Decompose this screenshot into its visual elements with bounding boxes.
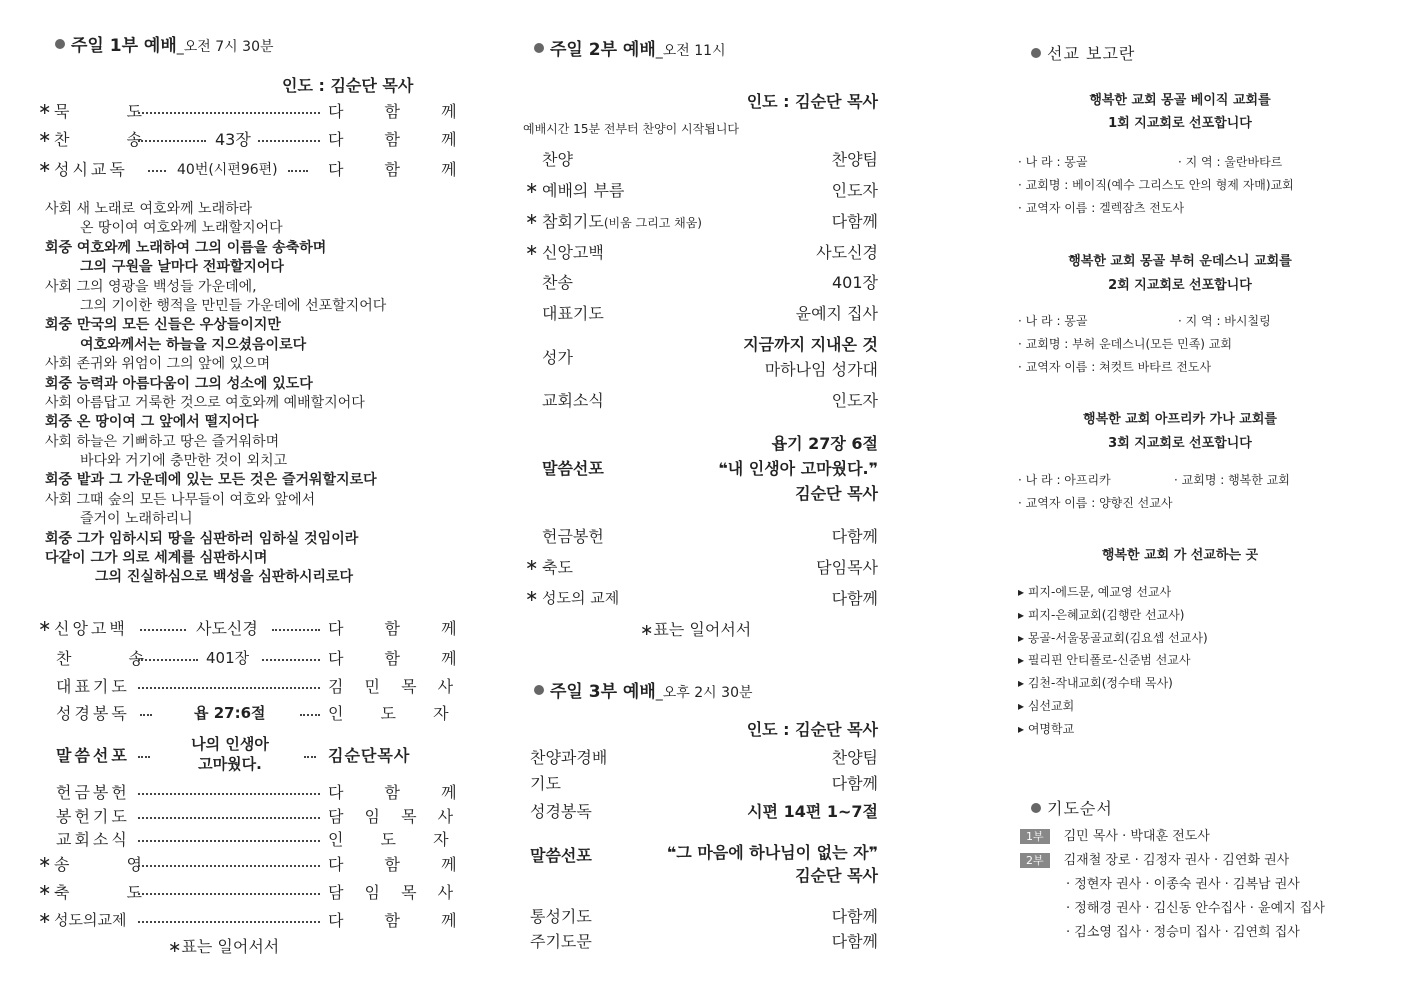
row-label: 찬 송 xyxy=(54,130,168,149)
mission-head: 2회 지교회로 선포합니다 xyxy=(1108,278,1252,293)
row-right: 다함께 xyxy=(831,527,878,546)
mission-head: 1회 지교회로 선포합니다 xyxy=(1108,116,1252,131)
service-tag: 1부 xyxy=(1020,829,1050,844)
bullet-icon xyxy=(55,39,65,49)
litany-line: 회중 그가 임하시되 땅을 심판하러 임하실 것임이라 xyxy=(45,530,359,547)
anthem-title: 지금까지 지내온 것 xyxy=(743,335,878,354)
col2-title: 주일 2부 예배_오전 11시 xyxy=(534,35,726,60)
row-mark: ∗ xyxy=(525,586,539,605)
mission-head: 행복한 교회 몽골 베이직 교회를 xyxy=(1089,93,1271,108)
support-item: ▸ 몽골-서울몽골교회(김요셉 선교사) xyxy=(1018,630,1208,645)
third-leader: 인도 : 김순단 목사 xyxy=(746,720,878,739)
row-mark: ∗ xyxy=(525,178,539,197)
row-label: 성시교독 xyxy=(54,160,128,179)
litany-line: 온 땅이여 여호와께 노래할지어다 xyxy=(80,220,283,237)
prayer-row xyxy=(1020,849,1289,868)
row-mark: ∗ xyxy=(38,880,52,899)
mission-title: 선교 보고란 xyxy=(1031,41,1135,64)
mission-line: · 나 라 : 아프리카 xyxy=(1018,473,1111,487)
row-mark: ∗ xyxy=(38,616,52,635)
support-item: ▸ 피지-은혜교회(김행란 선교사) xyxy=(1018,607,1185,622)
litany-line: 사회 그때 숲의 모든 나무들이 여호와 앞에서 xyxy=(45,491,316,508)
litany-line: 여호와께서는 하늘을 지으셨음이로다 xyxy=(80,336,307,353)
litany-line: 사회 하늘은 기뻐하고 땅은 즐거워하며 xyxy=(45,433,280,450)
row-mark: ∗ xyxy=(525,555,539,574)
row-right: 찬양팀 xyxy=(831,748,878,767)
mission-line: · 나 라 : 몽골 xyxy=(1018,155,1088,169)
support-item: ▸ 여명학교 xyxy=(1018,721,1075,736)
row-label: 봉헌기도 xyxy=(56,807,130,826)
bullet-icon xyxy=(1031,48,1041,58)
row-label: 성도의 교제 xyxy=(542,589,620,607)
support-item: ▸ 필리핀 안티폴로-신준범 선교사 xyxy=(1018,653,1191,668)
support-item: ▸ 피지-에드문, 예교영 선교사 xyxy=(1018,585,1172,599)
row-right: 찬양팀 xyxy=(831,150,878,169)
bullet-icon xyxy=(534,685,544,695)
col1-title: 주일 1부 예배_오전 7시 30분 xyxy=(55,31,274,56)
row-mid: 욥 27:6절 xyxy=(194,704,266,722)
anthem-label: 성가 xyxy=(542,348,573,367)
row-label: 찬양 xyxy=(542,150,573,169)
litany-line: 회중 만국의 모든 신들은 우상들이지만 xyxy=(45,317,281,334)
row-label: 성도의교제 xyxy=(54,911,127,929)
prayer-row xyxy=(1066,921,1300,940)
row-mid: 43장 xyxy=(215,130,251,149)
mission-line: · 교회명 : 베이직(예수 그리스도 안의 형제 자매)교회 xyxy=(1018,178,1294,192)
row-right: 다 함 께 xyxy=(328,619,475,638)
row-right: 401장 xyxy=(832,273,878,292)
row-right: 담임목사 xyxy=(816,558,878,577)
litany-line: 그의 진실하심으로 백성을 심판하시리로다 xyxy=(95,569,354,586)
mission-head: 행복한 교회 아프리카 가나 교회를 xyxy=(1083,412,1277,427)
col1-leader: 인도 : 김순단 목사 xyxy=(282,76,414,95)
col2-leader: 인도 : 김순단 목사 xyxy=(746,92,878,111)
row-right: 사도신경 xyxy=(816,243,878,262)
service-tag: 2부 xyxy=(1020,853,1050,868)
sermon-preacher: 김순단 목사 xyxy=(795,484,878,503)
row-right: 다 함 께 xyxy=(328,102,475,121)
row-mid: 사도신경 xyxy=(196,619,258,638)
row-right: 인도자 xyxy=(831,181,878,200)
row-label: 찬양과경배 xyxy=(530,748,608,767)
mission-line: · 교역자 이름 : 양향진 선교사 xyxy=(1018,496,1173,510)
responsive-reading xyxy=(45,200,386,588)
litany-line: 회중 밭과 그 가운데에 있는 모든 것은 즐거워할지로다 xyxy=(45,472,377,489)
row-label: 헌금봉헌 xyxy=(542,527,604,546)
mission-line: · 교역자 이름 : 쳐컷트 바타르 전도사 xyxy=(1018,360,1212,374)
row-right: 인 도 자 xyxy=(328,704,465,723)
litany-line: 회중 여호와께 노래하여 그의 이름을 송축하며 xyxy=(45,239,327,256)
row-right: 다함께 xyxy=(831,774,878,793)
row-label: 축도 xyxy=(542,558,573,577)
prayer-title: 기도순서 xyxy=(1031,796,1113,819)
litany-line: 즐거이 노래하리니 xyxy=(80,511,193,528)
prayer-names: 김민 목사 · 박대훈 전도사 xyxy=(1063,829,1210,844)
row-label: 기도 xyxy=(530,774,561,793)
support-title: 행복한 교회 가 선교하는 곳 xyxy=(1101,548,1259,563)
sermon-preacher: 김순단목사 xyxy=(328,746,411,765)
row-label: 송 영 xyxy=(54,855,168,874)
row-mark: ∗ xyxy=(38,852,52,871)
litany-line: 바다와 거기에 충만한 것이 외치고 xyxy=(80,453,288,470)
prayer-row xyxy=(1066,873,1300,892)
reading-label: 성경봉독 xyxy=(530,802,592,821)
mission-line: · 교회명 : 행복한 교회 xyxy=(1174,473,1290,487)
row-right: 김 민 목 사 xyxy=(328,677,462,696)
litany-line: 그의 기이한 행적을 만민들 가운데에 선포할지어다 xyxy=(80,297,387,314)
prayer-names: 김재철 장로 · 김정자 권사 · 김연화 권사 xyxy=(1063,853,1290,868)
row-label: 통성기도 xyxy=(530,907,592,926)
row-mark: ∗ xyxy=(38,127,52,146)
mission-line: · 교역자 이름 : 겔렉잠츠 전도사 xyxy=(1018,201,1185,215)
footnote: ∗표는 일어서서 xyxy=(168,937,280,956)
row-label: 찬송 xyxy=(542,273,573,292)
sermon-title-2: 고마웠다. xyxy=(198,755,262,773)
prayer-names: · 정현자 권사 · 이종숙 권사 · 김복남 권사 xyxy=(1066,877,1300,892)
bullet-icon xyxy=(1031,803,1041,813)
litany-line: 다같이 그가 의로 세계를 심판하시며 xyxy=(45,550,268,567)
row-mid: 40번(시편96편) xyxy=(177,162,278,178)
row-label: 신앙고백 xyxy=(54,619,128,638)
row-label: 참회기도(비움 그리고 채움) xyxy=(542,212,702,231)
row-mark: ∗ xyxy=(38,157,52,176)
row-right: 다 함 께 xyxy=(328,783,475,802)
third-sermon-preacher: 김순단 목사 xyxy=(795,866,878,885)
row-label: 찬 송 xyxy=(56,649,170,668)
row-right: 다함께 xyxy=(831,932,878,951)
row-label: 축 도 xyxy=(54,883,168,902)
row-label: 교회소식 xyxy=(56,830,130,849)
row-right: 다 함 께 xyxy=(328,130,475,149)
row-right: 다 함 께 xyxy=(328,160,475,179)
sermon-title-1: 나의 인생아 xyxy=(191,735,269,753)
sermon-title: ❝내 인생아 고마웠다.❞ xyxy=(718,459,878,478)
mission-head: 행복한 교회 몽골 부허 운데스니 교회를 xyxy=(1068,254,1292,269)
litany-line: 그의 구원을 날마다 전파할지어다 xyxy=(80,259,284,276)
mission-line: · 교회명 : 부허 운데스니(모든 민족) 교회 xyxy=(1018,337,1232,351)
row-mark: ∗ xyxy=(38,908,52,927)
row-right: 다함께 xyxy=(831,589,878,608)
row-right: 인 도 자 xyxy=(328,830,465,849)
prayer-names: · 정해경 권사 · 김신동 안수집사 · 윤예지 집사 xyxy=(1066,901,1325,916)
row-label: 성경봉독 xyxy=(56,704,130,723)
support-item: ▸ 김천-작내교회(정수태 목사) xyxy=(1018,676,1173,691)
litany-line: 회중 능력과 아름다움이 그의 성소에 있도다 xyxy=(45,375,313,392)
litany-line: 사회 존귀와 위엄이 그의 앞에 있으며 xyxy=(45,356,271,373)
news-label: 교회소식 xyxy=(542,391,604,410)
col2-third-title: 주일 3부 예배_오후 2시 30분 xyxy=(534,677,753,702)
prayer-row xyxy=(1066,897,1325,916)
reading-right: 시편 14편 1~7절 xyxy=(747,802,878,821)
prayer-row xyxy=(1020,825,1210,844)
row-mark: ∗ xyxy=(525,240,539,259)
third-sermon-label: 말씀선포 xyxy=(530,846,592,865)
row-right: 다 함 께 xyxy=(328,855,475,874)
litany-line: 사회 새 노래로 여호와께 노래하라 xyxy=(45,201,253,217)
mission-line: · 나 라 : 몽골 xyxy=(1018,314,1088,328)
row-label: 헌금봉헌 xyxy=(56,783,130,802)
third-sermon-title: ❝그 마음에 하나님이 없는 자❞ xyxy=(666,843,878,862)
row-label: 대표기도 xyxy=(542,304,604,323)
row-right: 다함께 xyxy=(831,907,878,926)
row-mid: 401장 xyxy=(206,649,250,667)
news-right: 인도자 xyxy=(831,391,878,410)
row-label: 예배의 부름 xyxy=(542,181,625,200)
row-mark: ∗ xyxy=(38,99,52,118)
prayer-names: · 김소영 집사 · 정승미 집사 · 김연희 집사 xyxy=(1066,925,1300,940)
anthem-choir: 마하나임 성가대 xyxy=(764,360,878,379)
row-label: 대표기도 xyxy=(56,677,130,696)
mission-line: · 지 역 : 울란바타르 xyxy=(1178,155,1283,169)
litany-line: 사회 그의 영광을 백성들 가운데에, xyxy=(45,278,257,295)
litany-line: 회중 온 땅이여 그 앞에서 떨지어다 xyxy=(45,414,259,431)
bullet-icon xyxy=(534,43,544,53)
sermon-scripture: 욥기 27장 6절 xyxy=(771,434,878,453)
row-right: 다 함 께 xyxy=(328,649,475,668)
row-label: 주기도문 xyxy=(530,932,592,951)
row-right: 윤예지 집사 xyxy=(795,304,878,323)
mission-line: · 지 역 : 바시칠링 xyxy=(1178,314,1271,328)
row-right: 다함께 xyxy=(831,212,878,231)
row-right: 담 임 목 사 xyxy=(328,807,462,826)
col2-note: 예배시간 15분 전부터 찬양이 시작됩니다 xyxy=(523,122,740,136)
litany-line: 사회 아름답고 거룩한 것으로 여호와께 예배할지어다 xyxy=(45,394,365,411)
support-item: ▸ 심선교회 xyxy=(1018,699,1075,713)
row-right: 다 함 께 xyxy=(328,911,475,930)
row-mark: ∗ xyxy=(525,209,539,228)
footnote: ∗표는 일어서서 xyxy=(640,620,752,639)
sermon-label: 말씀선포 xyxy=(56,746,130,765)
row-label: 묵 도 xyxy=(54,102,168,121)
mission-head: 3회 지교회로 선포합니다 xyxy=(1108,436,1252,451)
row-right: 담 임 목 사 xyxy=(328,883,462,902)
sermon-label: 말씀선포 xyxy=(542,459,604,478)
row-label: 신앙고백 xyxy=(542,243,604,262)
